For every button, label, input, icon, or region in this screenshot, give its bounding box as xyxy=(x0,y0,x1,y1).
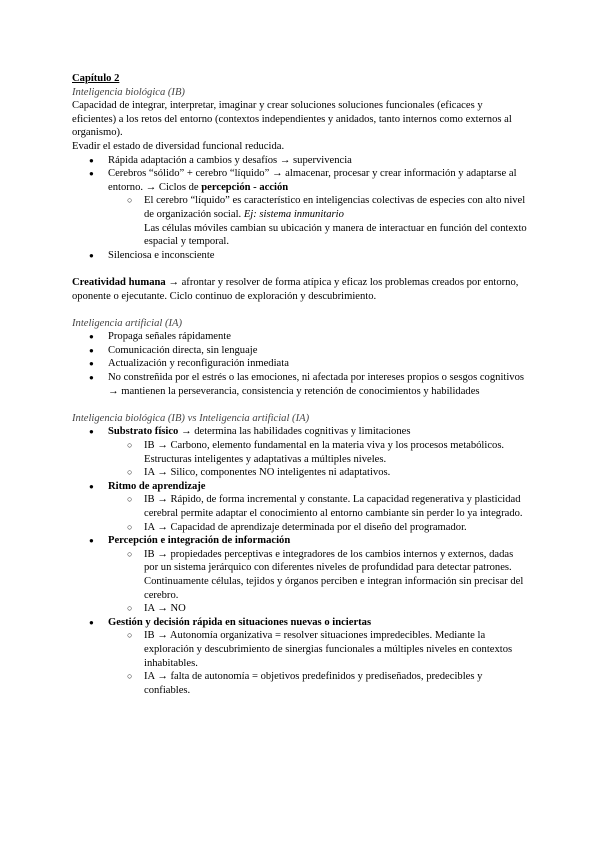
sub-list-item: ○ IA → Capacidad de aprendizaje determinada por el diseño del programador. xyxy=(108,521,528,535)
bullet-text: Cerebros “sólido” + cerebro “líquido” → almacenar, procesar y crear información y adaptarse al entorno. → Ciclos de xyxy=(108,168,517,193)
ritmo-heading: Ritmo de aprendizaje xyxy=(108,480,206,492)
comparison-list xyxy=(72,425,528,697)
percepcion-heading: Percepción e integración de información xyxy=(108,535,291,547)
list-item: ● Silenciosa e inconsciente xyxy=(72,249,528,263)
sub-list-item xyxy=(108,194,528,248)
sub-list-item: ○ IB → Rápido, de forma incremental y constante. La capacidad regenerativa y plasticidad cerebral permite adaptar el conocimiento al entorno cambiante sin perder lo ya integrado. xyxy=(108,493,528,520)
list-item-ritmo xyxy=(72,480,528,534)
sub-list-item: ○ IB → propiedades perceptivas e integradores de los cambios internos y externos, dadas por un sistema jerárquico con diferentes niveles de profundidad para detectar patrones. Continuamente células, tejidos y órganos perciben e integran información sin precisar del cerebro. xyxy=(108,548,528,602)
chapter-title: Capítulo 2 xyxy=(72,73,120,84)
paragraph-ib-definition: Capacidad de integrar, interpretar, imaginar y crear soluciones soluciones funcionales (eficaces y eficientes) a los retos del entorno (contextos independientes y anidados, tanto internos como externos al organismo). xyxy=(72,100,512,139)
list-item: ● Rápida adaptación a cambios y desafíos → supervivencia xyxy=(72,154,528,168)
sub-list xyxy=(108,548,528,616)
sustrato-heading: Substrato físico xyxy=(108,426,179,438)
sub-item-text: El cerebro “líquido” es característico en inteligencias colectivas de especies con alto nivel de organización social. xyxy=(144,195,526,220)
paragraph-ib-evadir: Evadir el estado de diversidad funcional reducida. xyxy=(72,140,285,152)
sub-list xyxy=(108,493,528,534)
sub-list xyxy=(108,629,528,697)
paragraph-creatividad xyxy=(72,276,528,303)
sub-list-item: ○ IB → Autonomía organizativa = resolver situaciones impredecibles. Mediante la exploración y descubrimiento de sinergias funcionales a múltiples niveles en contextos inhabitables. xyxy=(108,629,528,670)
document-page xyxy=(72,72,528,697)
creatividad-term: Creatividad humana xyxy=(72,276,166,288)
sub-list-item: ○ IA → NO xyxy=(108,602,528,616)
section-subtitle-ib: Inteligencia biológica (IB) xyxy=(72,86,185,98)
list-item: ● Comunicación directa, sin lenguaje xyxy=(72,344,528,358)
gestion-heading: Gestión y decisión rápida en situaciones nuevas o inciertas xyxy=(108,616,372,628)
list-item-gestion xyxy=(72,616,528,698)
list-item: ● Actualización y reconfiguración inmediata xyxy=(72,357,528,371)
creatividad-text: → afrontar y resolver de forma atípica y eficaz los problemas creados por entorno, oponente o ejecutante. Ciclo continuo de exploración y descubrimiento. xyxy=(72,276,519,302)
sub-list xyxy=(108,439,528,480)
sustrato-text: → determina las habilidades cognitivas y limitaciones xyxy=(178,426,411,438)
section-subtitle-ia: Inteligencia artificial (IA) xyxy=(72,317,183,329)
list-item: ● Propaga señales rápidamente xyxy=(72,330,528,344)
sub-list-item: ○ IA → falta de autonomía = objetivos predefinidos y prediseñados, predecibles y confiables. xyxy=(108,670,528,697)
sub-list-item: ○ IA → Silico, componentes NO inteligentes ni adaptativos. xyxy=(108,466,528,480)
bullet-bold-text: percepción - acción xyxy=(201,181,289,193)
list-item: ● No constreñida por el estrés o las emociones, ni afectada por intereses propios o sesgos cognitivos → mantienen la perseverancia, consistencia y retención de conocimientos y habilidades xyxy=(72,371,528,398)
sub-list xyxy=(108,194,528,248)
sub-list-item: ○ IB → Carbono, elemento fundamental en la materia viva y los procesos metabólicos. Estructuras inteligentes y adaptativas a múltiples niveles. xyxy=(108,439,528,466)
ib-bullet-list xyxy=(72,154,528,263)
ia-bullet-list xyxy=(72,330,528,398)
sub-item-continuation: Las células móviles cambian su ubicación y manera de interactuar en función del contexto espacial y temporal. xyxy=(144,222,527,248)
sub-item-example: Ej: sistema inmunitario xyxy=(243,208,344,220)
list-item xyxy=(72,167,528,249)
section-subtitle-ib-vs-ia: Inteligencia biológica (IB) vs Inteligencia artificial (IA) xyxy=(72,412,310,424)
list-item-percepcion xyxy=(72,534,528,616)
list-item-sustrato xyxy=(72,425,528,479)
